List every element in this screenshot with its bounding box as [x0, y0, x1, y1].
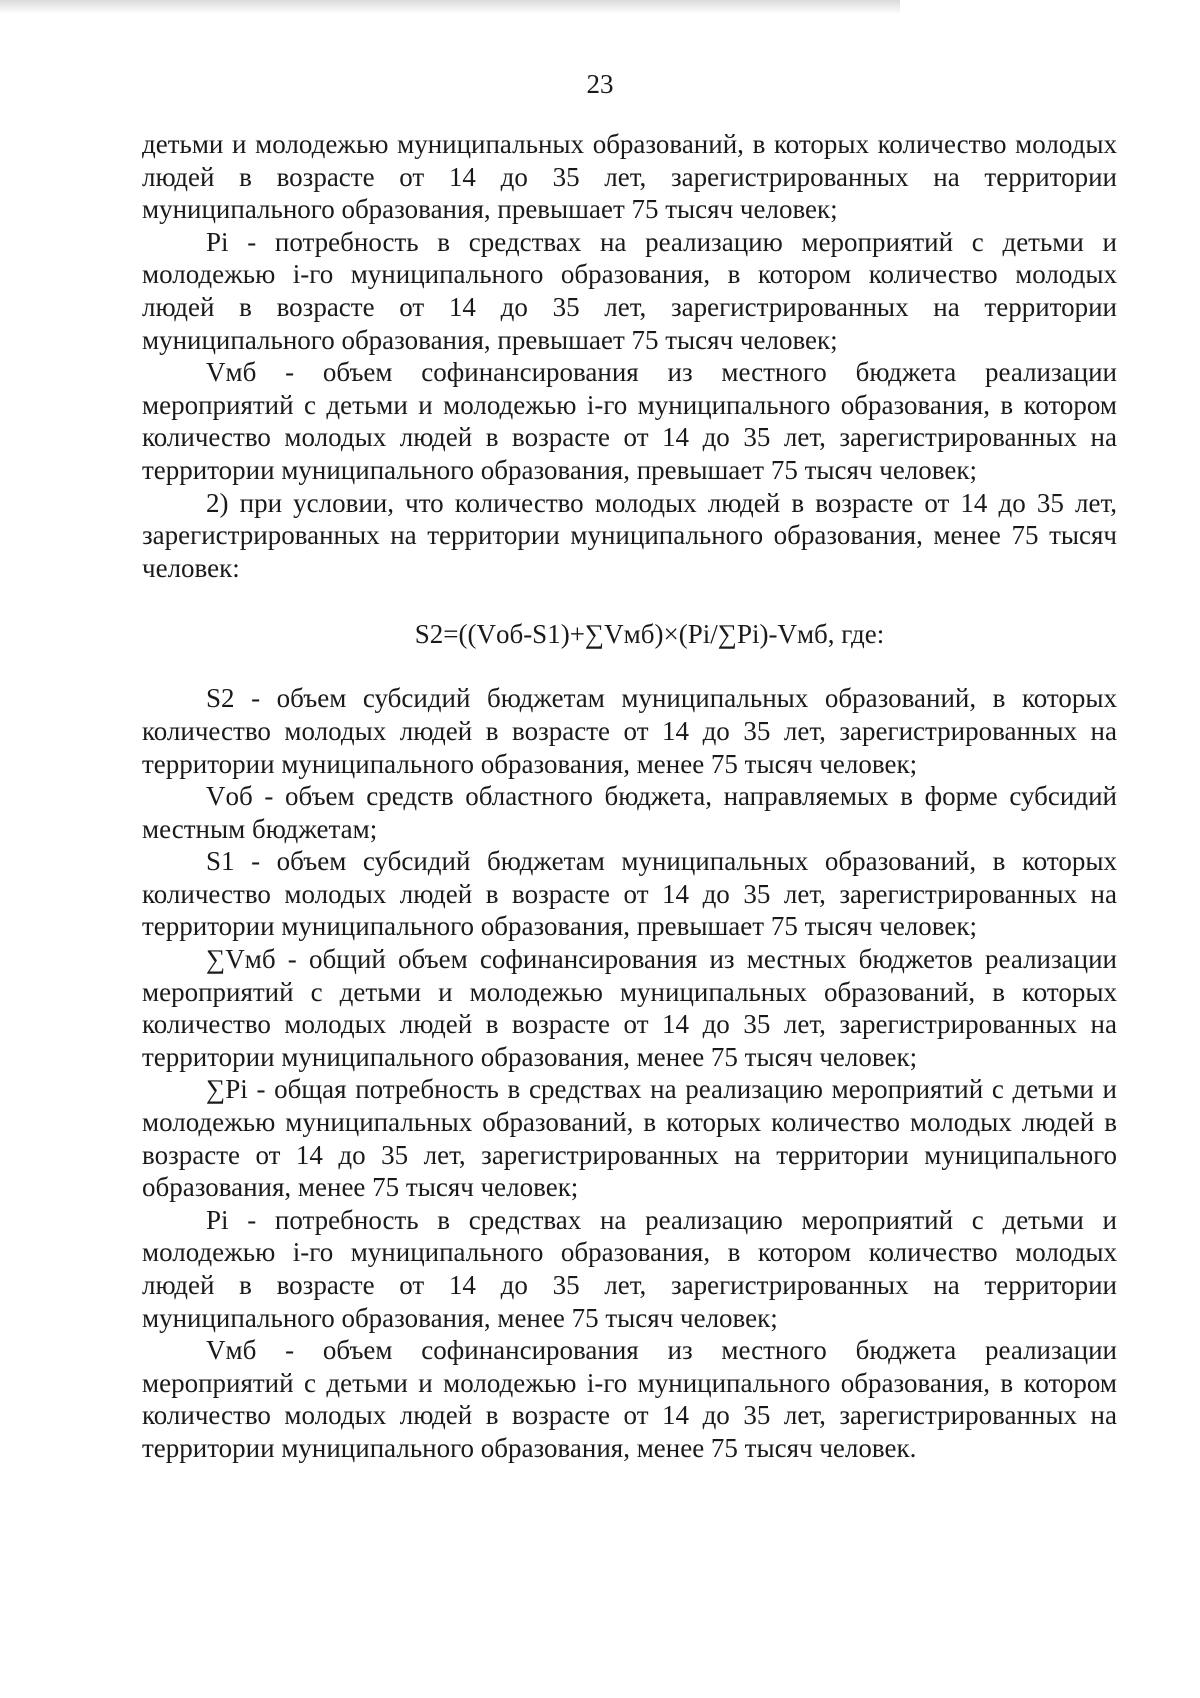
document-body — [142, 128, 1117, 1465]
paragraph-condition-2: 2) при условии, что количество молодых людей в возрасте от 14 до 35 лет, зарегистрированных на территории муниципального образования, менее 75 тысяч человек: — [142, 487, 1117, 583]
paragraph-continuation: детьми и молодежью муниципальных образований, в которых количество молодых людей в возрасте от 14 до 35 лет, зарегистрированных на территории муниципального образования, превышает 75 тысяч человек; — [142, 129, 1117, 225]
formula-s2: S2=((Vоб-S1)+∑Vмб)×(Pi/∑Pi)-Vмб, где: — [414, 619, 885, 650]
paragraph-vmb-definition: Vмб - объем софинансирования из местного бюджета реализации мероприятий с детьми и молодежью i-го муниципального образования, в котором количество молодых людей в возрасте от 14 до 35 лет, зарегистрированных на территории муниципального образования, превышает 75 тысяч человек; — [142, 357, 1117, 485]
scan-edge-shadow — [0, 0, 900, 14]
page-number: 23 — [586, 69, 614, 99]
paragraph-sum-pi-definition: ∑Pi - общая потребность в средствах на реализацию мероприятий с детьми и молодежью муниципальных образований, в которых количество молодых людей в возрасте от 14 до 35 лет, зарегистрированных на территории муниципального образования, менее 75 тысяч человек; — [142, 1074, 1117, 1203]
paragraph-s1-definition: S1 - объем субсидий бюджетам муниципальных образований, в которых количество молодых людей в возрасте от 14 до 35 лет, зарегистрированных на территории муниципального образования, превышает 75 тысяч человек; — [142, 846, 1117, 942]
paragraph-sum-vmb-definition: ∑Vмб - общий объем софинансирования из местных бюджетов реализации мероприятий с детьми и молодежью муниципальных образований, в которых количество молодых людей в возрасте от 14 до 35 лет, зарегистрированных на территории муниципального образования, менее 75 тысяч человек; — [142, 944, 1117, 1072]
paragraph-s2-definition: S2 - объем субсидий бюджетам муниципальных образований, в которых количество молодых людей в возрасте от 14 до 35 лет, зарегистрированных на территории муниципального образования, менее 75 тысяч человек; — [142, 683, 1117, 779]
paragraph-vmb-definition-2: Vмб - объем софинансирования из местного бюджета реализации мероприятий с детьми и молодежью i-го муниципального образования, в котором количество молодых людей в возрасте от 14 до 35 лет, зарегистрированных на территории муниципального образования, менее 75 тысяч человек. — [142, 1335, 1117, 1463]
paragraph-vob-definition: Vоб - объем средств областного бюджета, направляемых в форме субсидий местным бюджетам; — [142, 781, 1117, 844]
paragraph-pi-definition: Pi - потребность в средствах на реализацию мероприятий с детьми и молодежью i-го муниципального образования, в котором количество молодых людей в возрасте от 14 до 35 лет, зарегистрированных на территории муниципального образования, превышает 75 тысяч человек; — [142, 226, 1117, 355]
paragraph-pi-definition-2: Pi - потребность в средствах на реализацию мероприятий с детьми и молодежью i-го муниципального образования, в котором количество молодых людей в возрасте от 14 до 35 лет, зарегистрированных на территории муниципального образования, менее 75 тысяч человек; — [142, 1204, 1117, 1333]
